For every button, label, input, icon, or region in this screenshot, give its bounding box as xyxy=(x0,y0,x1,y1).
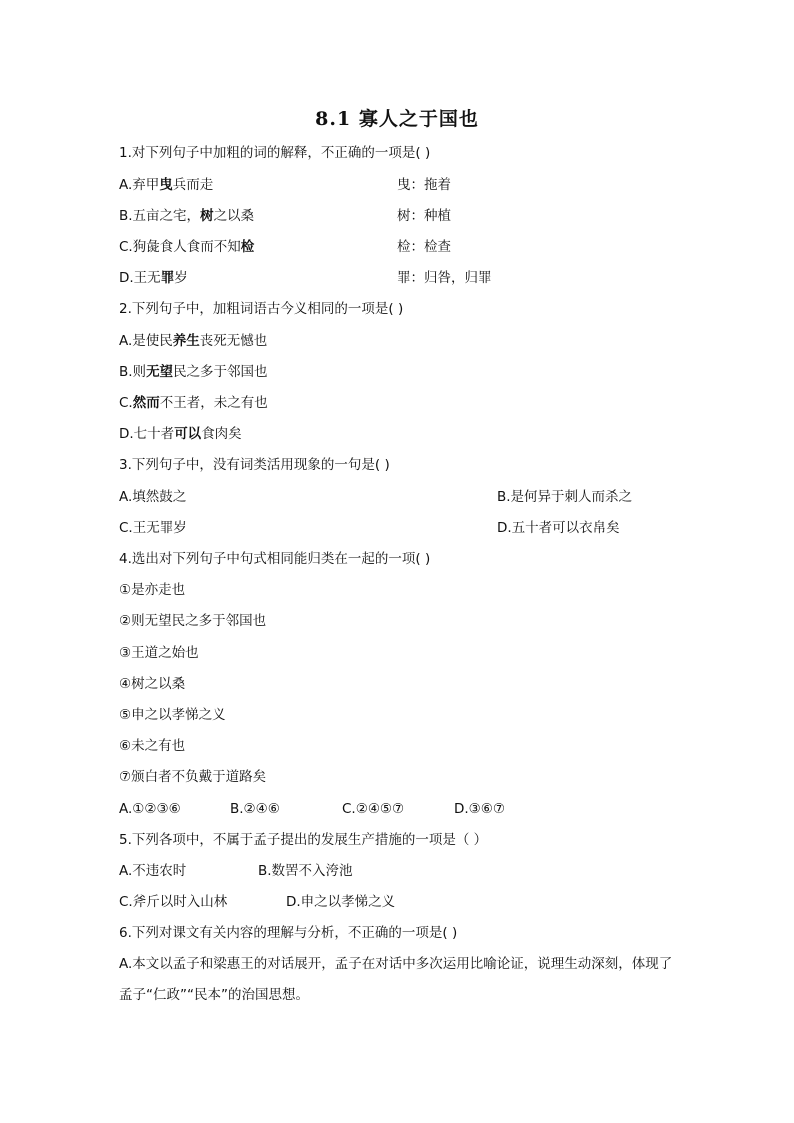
q3-option-a: A.填然鼓之 xyxy=(119,489,187,505)
q3-option-b: B.是何异于刺人而杀之 xyxy=(497,489,633,505)
q2-option-b xyxy=(119,362,268,382)
q3-stem: 3.下列句子中，没有词类活用现象的一句是( ) xyxy=(119,457,390,473)
q1-gloss-d: 罪：归咎，归罪 xyxy=(397,270,492,286)
q6-stem: 6.下列对课文有关内容的理解与分析，不正确的一项是( ) xyxy=(119,925,458,941)
q1-c-pre: C.狗彘食人食而不知 xyxy=(119,239,241,255)
q2-b-post: 民之多于邻国也 xyxy=(173,364,268,380)
q5-option-d: D.申之以孝悌之义 xyxy=(286,894,396,910)
q1-gloss-a: 曳：拖着 xyxy=(397,177,451,193)
q2-option-d xyxy=(119,424,242,444)
q1-option-b xyxy=(119,206,254,226)
q2-option-a xyxy=(119,331,267,351)
q2-c-bold: 然而 xyxy=(132,395,160,411)
q4-option-c: C.②④⑤⑦ xyxy=(342,801,405,817)
q5-option-b: B.数罟不入洿池 xyxy=(258,863,353,879)
q2-b-pre: B.则 xyxy=(119,364,147,380)
q5-stem: 5.下列各项中，不属于孟子提出的发展生产措施的一项是（ ） xyxy=(119,832,488,848)
q4-option-d: D.③⑥⑦ xyxy=(454,801,505,817)
q2-stem: 2.下列句子中，加粗词语古今义相同的一项是( ) xyxy=(119,301,404,317)
q6-option-a: A.本文以孟子和梁惠王的对话展开，孟子在对话中多次运用比喻论证，说理生动深刻，体现了孟子“仁政”“民本”的治国思想。 xyxy=(119,956,673,1003)
q1-stem: 1.对下列句子中加粗的词的解释，不正确的一项是( ) xyxy=(119,145,431,161)
q4-item-2: ②则无望民之多于邻国也 xyxy=(119,613,267,629)
q1-d-post: 岁 xyxy=(174,270,188,286)
q1-d-bold: 罪 xyxy=(160,270,175,286)
q1-gloss-c: 检：检查 xyxy=(397,239,451,255)
q4-item-6: ⑥未之有也 xyxy=(119,738,186,754)
q1-option-a xyxy=(119,175,213,195)
q1-b-bold: 树 xyxy=(200,208,214,224)
q2-d-post: 食肉矣 xyxy=(201,426,242,442)
q2-c-post: 不王者，未之有也 xyxy=(159,395,268,411)
q2-a-post: 丧死无憾也 xyxy=(199,333,268,349)
q2-d-bold: 可以 xyxy=(174,426,202,442)
q2-a-bold: 养生 xyxy=(172,333,200,349)
q5-option-a: A.不违农时 xyxy=(119,863,187,879)
q4-option-b: B.②④⑥ xyxy=(230,801,280,817)
q2-a-pre: A.是使民 xyxy=(119,333,173,349)
q4-item-7: ⑦颁白者不负戴于道路矣 xyxy=(119,769,267,785)
q1-option-d xyxy=(119,268,188,288)
q4-item-5: ⑤申之以孝悌之义 xyxy=(119,707,226,723)
q1-option-c xyxy=(119,237,254,257)
q4-item-1: ①是亦走也 xyxy=(119,582,186,598)
q3-option-c: C.王无罪岁 xyxy=(119,520,187,536)
document-title: 8.1 寡人之于国也 xyxy=(315,108,479,130)
q2-c-pre: C. xyxy=(119,395,133,411)
q4-item-3: ③王道之始也 xyxy=(119,645,199,661)
q1-b-post: 之以桑 xyxy=(213,208,255,224)
q4-item-4: ④树之以桑 xyxy=(119,676,186,692)
q1-c-bold: 检 xyxy=(240,239,255,255)
q4-stem: 4.选出对下列句子中句式相同能归类在一起的一项( ) xyxy=(119,551,431,567)
q2-b-bold: 无望 xyxy=(146,364,174,380)
q1-a-post: 兵而走 xyxy=(172,177,214,193)
q5-option-c: C.斧斤以时入山林 xyxy=(119,894,228,910)
q1-a-pre: A.弃甲 xyxy=(119,177,160,193)
q1-a-bold: 曳 xyxy=(159,177,173,193)
q3-option-d: D.五十者可以衣帛矣 xyxy=(497,520,620,536)
q1-gloss-b: 树：种植 xyxy=(397,208,451,224)
q1-b-pre: B.五亩之宅， xyxy=(119,208,201,224)
q1-d-pre: D.王无 xyxy=(119,270,161,286)
q2-option-c xyxy=(119,393,268,413)
q4-option-a: A.①②③⑥ xyxy=(119,801,181,817)
q2-d-pre: D.七十者 xyxy=(119,426,175,442)
